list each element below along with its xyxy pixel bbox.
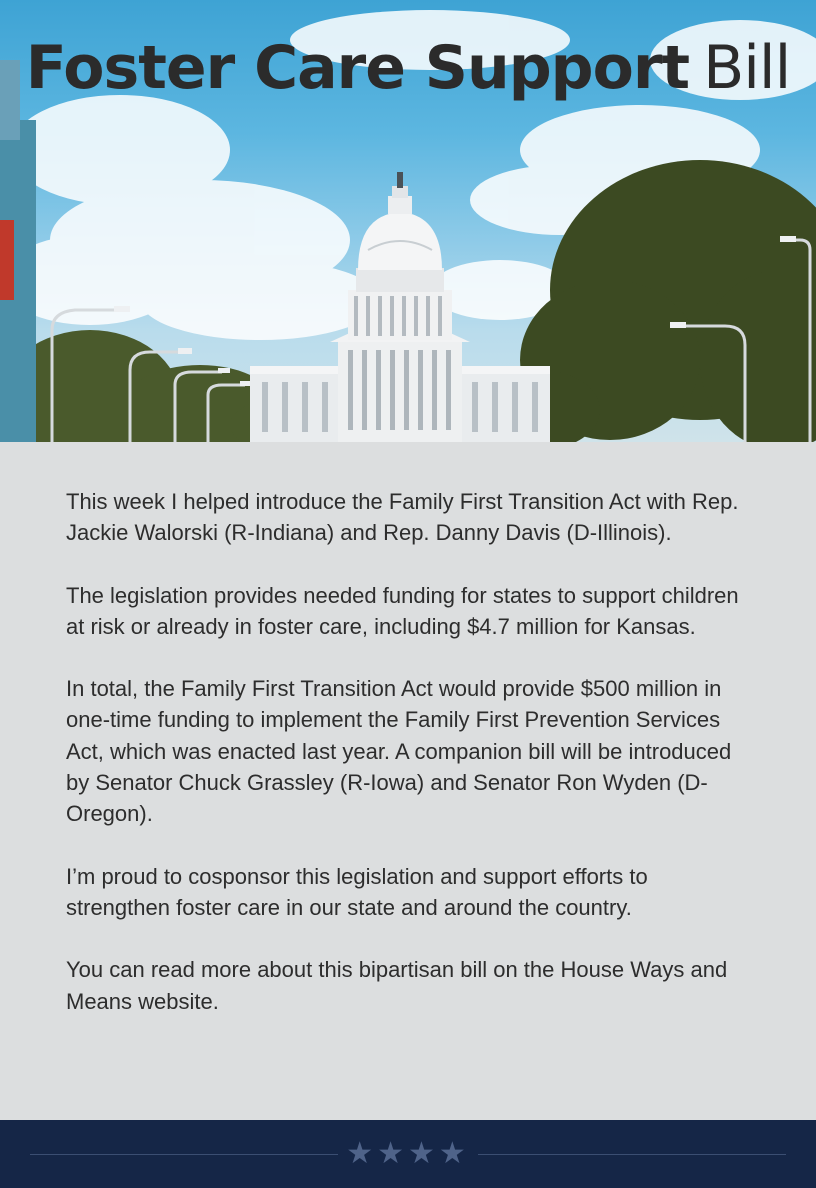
hero-title — [0, 28, 816, 108]
footer-divider-right — [478, 1154, 786, 1155]
article-paragraph-5: You can read more about this bipartisan bill on the House Ways and Means website. — [66, 957, 728, 1014]
stars-icon: ★★★★ — [346, 1136, 470, 1171]
article-paragraph-2: The legislation provides needed funding for states to support children at risk or already in foster care, including $4.7 million for Kansas. — [66, 582, 739, 639]
article-paragraph-3: In total, the Family First Transition Act would provide $500 million in one-time funding to implement the Family First Prevention Services Act, which was enacted last year. A companion bill will be introduced by Senator Chuck Grassley (R-Iowa) and Senator Ron Wyden (D-Oregon). — [66, 676, 732, 827]
hero-banner — [0, 0, 816, 442]
hero-title-bold: Foster Care Support — [25, 33, 690, 103]
footer-divider-left — [30, 1154, 338, 1155]
hero-title-light: Bill — [703, 33, 791, 103]
article-paragraph-1: This week I helped introduce the Family First Transition Act with Rep. Jackie Walorski (R-Indiana) and Rep. Danny Davis (D-Illinois). — [66, 489, 739, 546]
article-body — [66, 486, 756, 1048]
footer-banner — [0, 1120, 816, 1188]
article-paragraph-4: I’m proud to cosponsor this legislation and support efforts to strengthen foster care in our state and around the country. — [66, 863, 648, 920]
